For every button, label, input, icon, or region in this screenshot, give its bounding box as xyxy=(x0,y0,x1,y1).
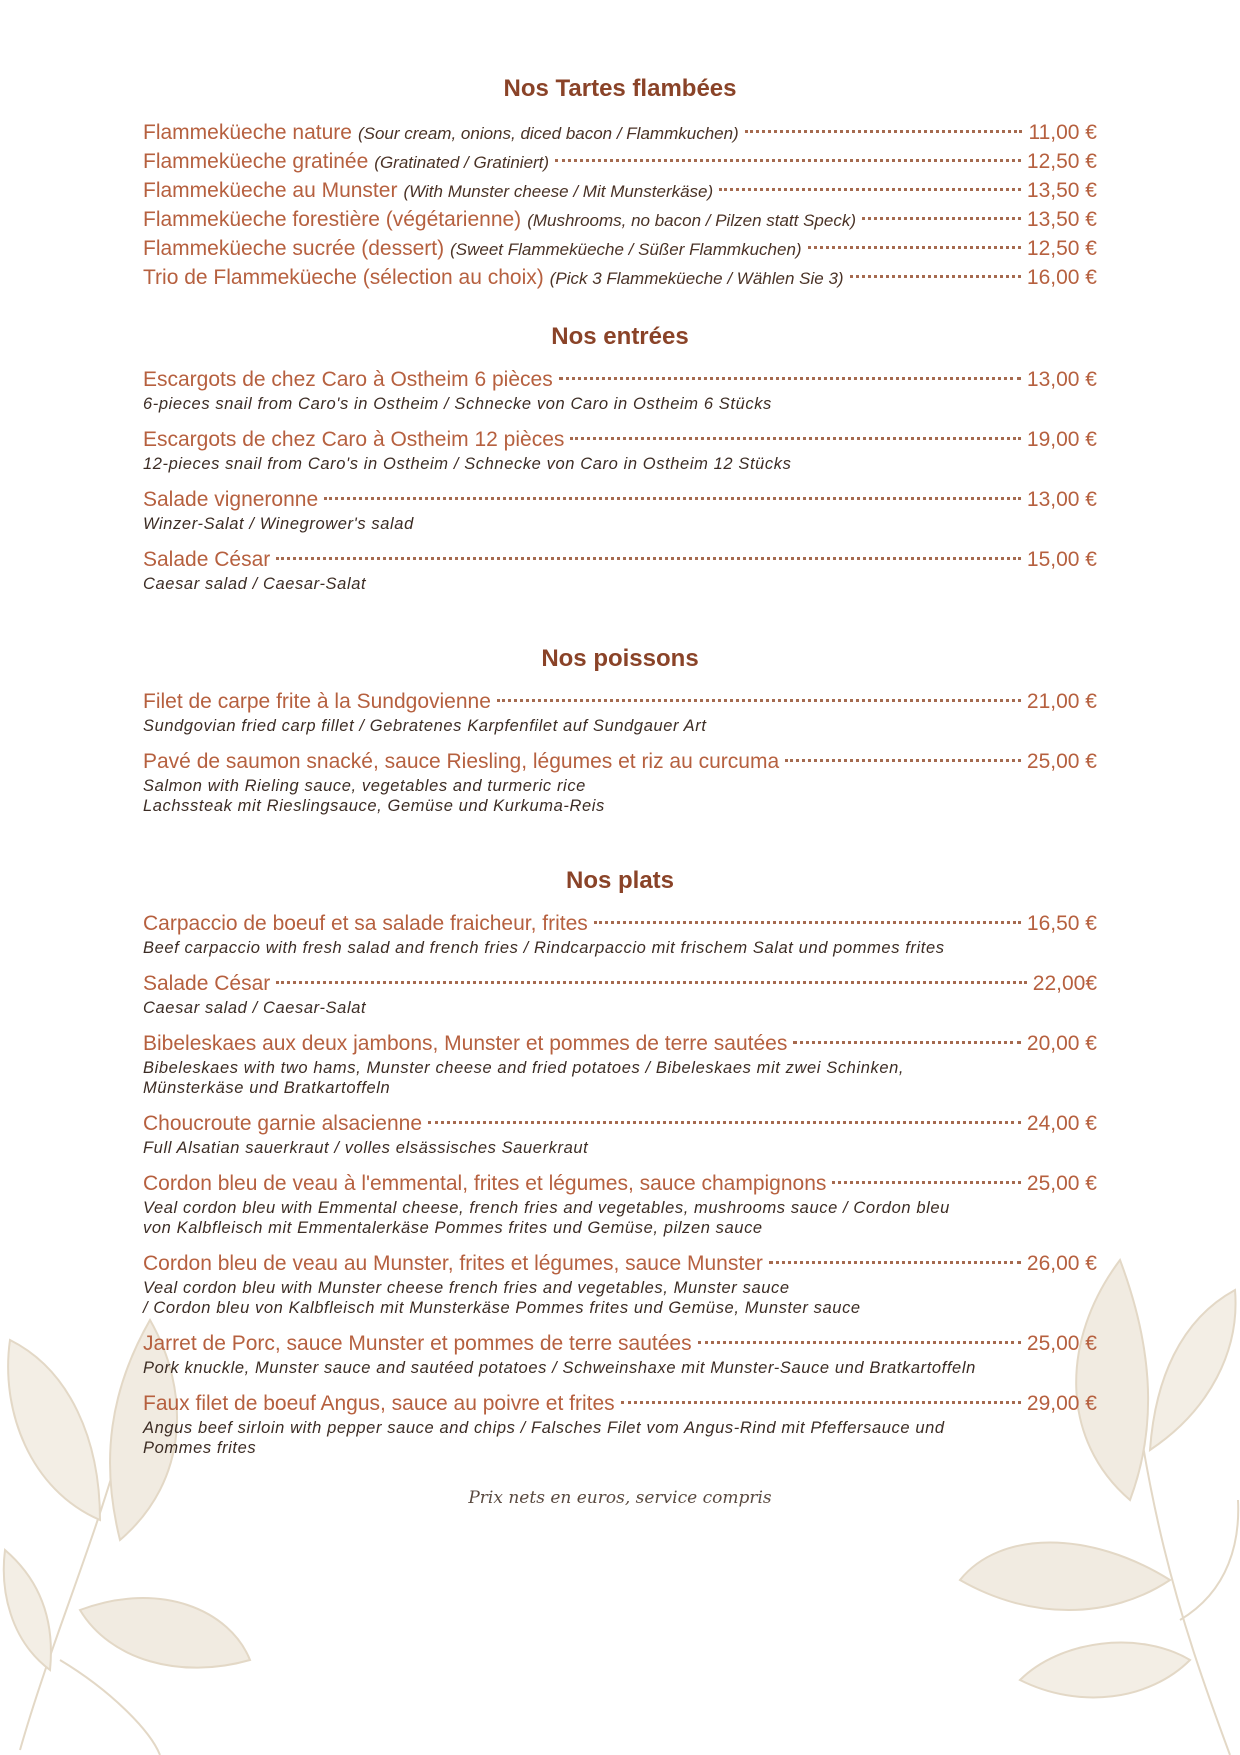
section-entrees xyxy=(143,320,1097,594)
menu-item xyxy=(143,970,1097,1018)
dish-name: Carpaccio de boeuf et sa salade fraicheur, frites xyxy=(143,912,588,935)
dish-price: 12,50 € xyxy=(1026,237,1097,260)
dotted-leader xyxy=(850,275,1021,278)
dish-name: Choucroute garnie alsacienne xyxy=(143,1112,423,1135)
dish-name: Trio de Flammeküeche (sélection au choix) xyxy=(143,266,544,289)
menu-item xyxy=(143,176,1097,205)
dotted-leader xyxy=(570,437,1021,440)
menu-item xyxy=(143,118,1097,147)
dotted-leader xyxy=(594,921,1021,924)
menu-item xyxy=(143,1170,1097,1238)
dish-name: Escargots de chez Caro à Ostheim 6 pièces xyxy=(143,368,553,391)
dish-description: (Sour cream, onions, diced bacon / Flammkuchen) xyxy=(357,124,739,143)
dish-name: Bibeleskaes aux deux jambons, Munster et pommes de terre sautées xyxy=(143,1032,788,1055)
dish-price: 25,00 € xyxy=(1026,750,1097,773)
dish-description: Full Alsatian sauerkraut / volles elsässisches Sauerkraut xyxy=(143,1139,589,1157)
dotted-leader xyxy=(745,130,1023,133)
dotted-leader xyxy=(698,1341,1021,1344)
dotted-leader xyxy=(276,557,1021,560)
dish-description: Winzer-Salat / Winegrower's salad xyxy=(143,515,414,533)
menu-item xyxy=(143,426,1097,474)
dish-name: Cordon bleu de veau au Munster, frites et légumes, sauce Munster xyxy=(143,1252,763,1275)
menu-item-line xyxy=(143,1390,1097,1418)
section-title-entrees: Nos entrées xyxy=(551,323,689,350)
dotted-leader xyxy=(862,217,1021,220)
menu-item-line xyxy=(143,1170,1097,1198)
menu-item-line xyxy=(143,1030,1097,1058)
menu-item-line xyxy=(143,1330,1097,1358)
dish-price: 13,50 € xyxy=(1026,208,1097,231)
dish-price: 13,50 € xyxy=(1026,179,1097,202)
dish-name: Flammeküeche forestière (végétarienne) xyxy=(143,208,522,231)
dish-name: Escargots de chez Caro à Ostheim 12 pièces xyxy=(143,428,565,451)
menu-item xyxy=(143,910,1097,958)
menu-item-line xyxy=(143,486,1097,514)
menu-item xyxy=(143,486,1097,534)
dotted-leader xyxy=(769,1261,1021,1264)
dish-name: Salade César xyxy=(143,972,271,995)
dish-name: Flammeküeche gratinée xyxy=(143,150,369,173)
dotted-leader xyxy=(428,1121,1021,1124)
dotted-leader xyxy=(559,377,1021,380)
dish-description: Caesar salad / Caesar-Salat xyxy=(143,575,367,593)
poissons-list xyxy=(143,688,1097,816)
dotted-leader xyxy=(497,699,1021,702)
dish-price: 16,00 € xyxy=(1026,266,1097,289)
dish-name: Flammeküeche sucrée (dessert) xyxy=(143,237,445,260)
menu-item xyxy=(143,1110,1097,1158)
section-title-plats: Nos plats xyxy=(565,867,675,894)
dish-description: 12-pieces snail from Caro's in Ostheim / Schnecke von Caro in Ostheim 12 Stücks xyxy=(143,455,792,473)
dish-name: Flammeküeche au Munster xyxy=(143,179,398,202)
menu-item-line xyxy=(143,748,1097,776)
dish-description: Veal cordon bleu with Emmental cheese, french fries and vegetables, mushrooms sauce / Cordon bleu von Kalbfleisch mit Emmentalerkäse Pommes frites und Gemüse, pilzen sauce xyxy=(143,1199,950,1237)
dish-price: 22,00€ xyxy=(1032,972,1097,995)
dotted-leader xyxy=(324,497,1021,500)
menu-page xyxy=(143,72,1097,1525)
dish-name: Salade César xyxy=(143,548,271,571)
dish-description: (Gratinated / Gratiniert) xyxy=(374,153,550,172)
section-poissons xyxy=(143,642,1097,816)
menu-item xyxy=(143,1030,1097,1098)
menu-item-line xyxy=(143,1250,1097,1278)
section-title-poissons: Nos poissons xyxy=(541,645,699,672)
dotted-leader xyxy=(276,981,1027,984)
dotted-leader xyxy=(555,159,1021,162)
dotted-leader xyxy=(621,1401,1021,1404)
dish-description: (Pick 3 Flammeküeche / Wählen Sie 3) xyxy=(549,269,844,288)
dish-price: 25,00 € xyxy=(1026,1172,1097,1195)
dotted-leader xyxy=(832,1181,1021,1184)
tartes-list xyxy=(143,118,1097,292)
dish-price: 26,00 € xyxy=(1026,1252,1097,1275)
dotted-leader xyxy=(719,188,1021,191)
menu-item-line xyxy=(143,910,1097,938)
menu-item-line xyxy=(143,688,1097,716)
dish-price: 21,00 € xyxy=(1026,690,1097,713)
menu-item-line xyxy=(143,366,1097,394)
dish-price: 24,00 € xyxy=(1026,1112,1097,1135)
dish-description: Beef carpaccio with fresh salad and french fries / Rindcarpaccio mit frischem Salat und pommes frites xyxy=(143,939,945,957)
menu-item-line xyxy=(143,1110,1097,1138)
dish-price: 19,00 € xyxy=(1026,428,1097,451)
dish-price: 11,00 € xyxy=(1028,121,1097,144)
dish-price: 15,00 € xyxy=(1026,548,1097,571)
dish-description: (Mushrooms, no bacon / Pilzen statt Speck) xyxy=(527,211,856,230)
dish-name: Cordon bleu de veau à l'emmental, frites et légumes, sauce champignons xyxy=(143,1172,827,1195)
dish-description: Salmon with Rieling sauce, vegetables and turmeric rice Lachssteak mit Rieslingsauce, Gemüse und Kurkuma-Reis xyxy=(143,777,605,815)
dish-description: Veal cordon bleu with Munster cheese french fries and vegetables, Munster sauce / Cordon bleu von Kalbfleisch mit Munsterkäse Pommes frites und Gemüse, Munster sauce xyxy=(143,1279,861,1317)
dish-description: Sundgovian fried carp fillet / Gebratenes Karpfenfilet auf Sundgauer Art xyxy=(143,717,707,735)
menu-item xyxy=(143,366,1097,414)
menu-item xyxy=(143,1390,1097,1458)
dotted-leader xyxy=(785,759,1021,762)
dish-price: 13,00 € xyxy=(1026,368,1097,391)
menu-item xyxy=(143,748,1097,816)
menu-item-line xyxy=(143,546,1097,574)
menu-item xyxy=(143,234,1097,263)
dish-name: Pavé de saumon snacké, sauce Riesling, légumes et riz au curcuma xyxy=(143,750,780,773)
dish-description: Caesar salad / Caesar-Salat xyxy=(143,999,367,1017)
dish-description: Pork knuckle, Munster sauce and sautéed potatoes / Schweinshaxe mit Munster-Sauce und Bratkartoffeln xyxy=(143,1359,976,1377)
dish-name: Faux filet de boeuf Angus, sauce au poivre et frites xyxy=(143,1392,615,1415)
dish-price: 20,00 € xyxy=(1026,1032,1097,1055)
menu-item xyxy=(143,1330,1097,1378)
dish-description: (Sweet Flammeküeche / Süßer Flammkuchen) xyxy=(450,240,802,259)
dish-price: 16,50 € xyxy=(1026,912,1097,935)
section-plats xyxy=(143,864,1097,1458)
dish-name: Flammeküeche nature xyxy=(143,121,352,144)
dish-description: Angus beef sirloin with pepper sauce and chips / Falsches Filet vom Angus-Rind mit Pfeffersauce und Pommes frites xyxy=(143,1419,945,1457)
dish-price: 25,00 € xyxy=(1026,1332,1097,1355)
dish-price: 12,50 € xyxy=(1026,150,1097,173)
dish-name: Jarret de Porc, sauce Munster et pommes de terre sautées xyxy=(143,1332,692,1355)
menu-item xyxy=(143,147,1097,176)
dish-description: 6-pieces snail from Caro's in Ostheim / Schnecke von Caro in Ostheim 6 Stücks xyxy=(143,395,772,413)
dish-name: Salade vigneronne xyxy=(143,488,319,511)
menu-item xyxy=(143,263,1097,292)
dish-description: Bibeleskaes with two hams, Munster cheese and fried potatoes / Bibeleskaes mit zwei Schinken, Münsterkäse und Bratkartoffeln xyxy=(143,1059,905,1097)
section-tartes xyxy=(143,72,1097,292)
menu-item xyxy=(143,688,1097,736)
dotted-leader xyxy=(808,246,1021,249)
menu-item xyxy=(143,546,1097,594)
menu-item-line xyxy=(143,426,1097,454)
dotted-leader xyxy=(793,1041,1021,1044)
dish-name: Filet de carpe frite à la Sundgovienne xyxy=(143,690,491,713)
section-title-tartes: Nos Tartes flambées xyxy=(503,75,737,102)
entrees-list xyxy=(143,366,1097,594)
dish-price: 13,00 € xyxy=(1026,488,1097,511)
footer-note: Prix nets en euros, service compris xyxy=(468,1488,772,1508)
dish-description: (With Munster cheese / Mit Munsterkäse) xyxy=(403,182,714,201)
plats-list xyxy=(143,910,1097,1458)
dish-price: 29,00 € xyxy=(1026,1392,1097,1415)
menu-item-line xyxy=(143,970,1097,998)
menu-item xyxy=(143,1250,1097,1318)
menu-item xyxy=(143,205,1097,234)
